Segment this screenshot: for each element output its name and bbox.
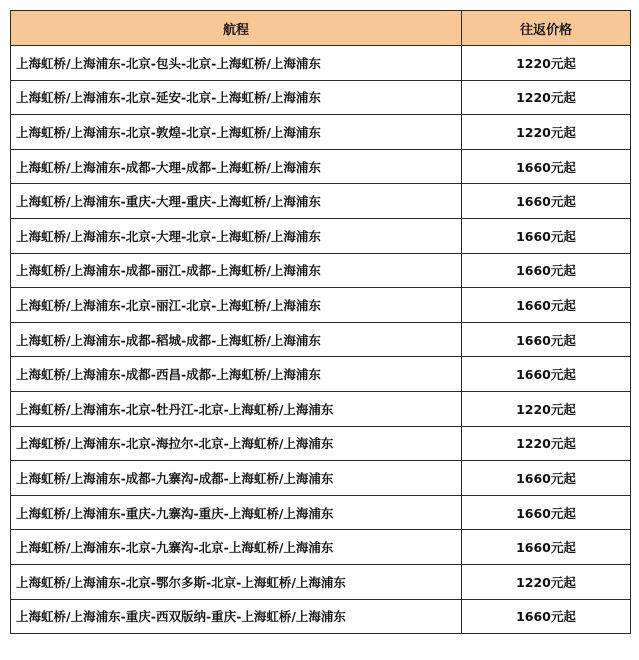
table-body (11, 46, 631, 634)
table-row (11, 461, 631, 496)
route-cell: 上海虹桥/上海浦东-北京-大理-北京-上海虹桥/上海浦东 (11, 218, 462, 253)
route-cell: 上海虹桥/上海浦东-成都-稻城-成都-上海虹桥/上海浦东 (11, 322, 462, 357)
table-row (11, 530, 631, 565)
price-cell: 1660元起 (462, 322, 631, 357)
price-cell: 1660元起 (462, 253, 631, 288)
price-cell: 1660元起 (462, 149, 631, 184)
table-row (11, 149, 631, 184)
price-cell: 1660元起 (462, 495, 631, 530)
route-cell: 上海虹桥/上海浦东-北京-牡丹江-北京-上海虹桥/上海浦东 (11, 391, 462, 426)
price-cell: 1660元起 (462, 530, 631, 565)
price-cell: 1220元起 (462, 426, 631, 461)
table-row (11, 253, 631, 288)
price-cell: 1660元起 (462, 599, 631, 634)
route-cell: 上海虹桥/上海浦东-成都-丽江-成都-上海虹桥/上海浦东 (11, 253, 462, 288)
price-cell: 1660元起 (462, 218, 631, 253)
table-row (11, 115, 631, 150)
table-row (11, 80, 631, 115)
route-cell: 上海虹桥/上海浦东-成都-大理-成都-上海虹桥/上海浦东 (11, 149, 462, 184)
table-row (11, 495, 631, 530)
route-cell: 上海虹桥/上海浦东-北京-丽江-北京-上海虹桥/上海浦东 (11, 288, 462, 323)
route-cell: 上海虹桥/上海浦东-北京-海拉尔-北京-上海虹桥/上海浦东 (11, 426, 462, 461)
route-cell: 上海虹桥/上海浦东-重庆-大理-重庆-上海虹桥/上海浦东 (11, 184, 462, 219)
header-route: 航程 (11, 11, 462, 46)
table-row (11, 46, 631, 81)
table-row (11, 426, 631, 461)
table-row (11, 599, 631, 634)
price-cell: 1660元起 (462, 357, 631, 392)
header-row (11, 11, 631, 46)
route-cell: 上海虹桥/上海浦东-北京-延安-北京-上海虹桥/上海浦东 (11, 80, 462, 115)
price-cell: 1660元起 (462, 184, 631, 219)
route-cell: 上海虹桥/上海浦东-成都-九寨沟-成都-上海虹桥/上海浦东 (11, 461, 462, 496)
route-cell: 上海虹桥/上海浦东-北京-敦煌-北京-上海虹桥/上海浦东 (11, 115, 462, 150)
table-row (11, 357, 631, 392)
header-price: 往返价格 (462, 11, 631, 46)
route-cell: 上海虹桥/上海浦东-重庆-西双版纳-重庆-上海虹桥/上海浦东 (11, 599, 462, 634)
route-cell: 上海虹桥/上海浦东-成都-西昌-成都-上海虹桥/上海浦东 (11, 357, 462, 392)
route-cell: 上海虹桥/上海浦东-北京-九寨沟-北京-上海虹桥/上海浦东 (11, 530, 462, 565)
route-cell: 上海虹桥/上海浦东-北京-包头-北京-上海虹桥/上海浦东 (11, 46, 462, 81)
table-row (11, 391, 631, 426)
table-row (11, 288, 631, 323)
table-row (11, 564, 631, 599)
price-cell: 1660元起 (462, 288, 631, 323)
fare-table (10, 10, 631, 634)
price-cell: 1220元起 (462, 564, 631, 599)
price-cell: 1220元起 (462, 80, 631, 115)
route-cell: 上海虹桥/上海浦东-北京-鄂尔多斯-北京-上海虹桥/上海浦东 (11, 564, 462, 599)
table-row (11, 184, 631, 219)
table-row (11, 322, 631, 357)
table-row (11, 218, 631, 253)
price-cell: 1220元起 (462, 391, 631, 426)
price-cell: 1220元起 (462, 115, 631, 150)
price-cell: 1660元起 (462, 461, 631, 496)
price-cell: 1220元起 (462, 46, 631, 81)
route-cell: 上海虹桥/上海浦东-重庆-九寨沟-重庆-上海虹桥/上海浦东 (11, 495, 462, 530)
table-header (11, 11, 631, 46)
